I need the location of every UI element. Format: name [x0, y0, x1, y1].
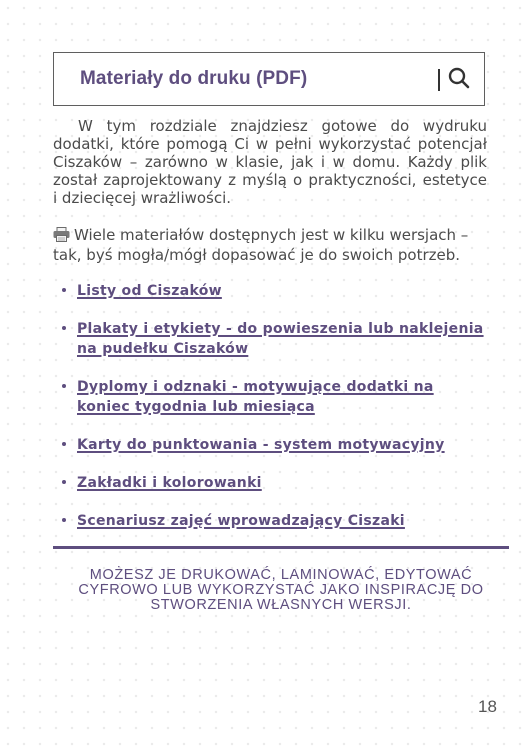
footer-note: MOŻESZ JE DRUKOWAĆ, LAMINOWAĆ, EDYTOWAĆ CYFROWO LUB WYKORZYSTAĆ JAKO INSPIRACJĘ DO STWORZENIA WŁASNYCH WERSJI.	[78, 567, 484, 613]
link-plakaty-i-etykiety[interactable]: Plakaty i etykiety - do powieszenia lub naklejenia na pudełku Ciszaków	[77, 321, 484, 357]
page-number: 18	[478, 697, 497, 716]
link-scenariusz-zajec[interactable]: Scenariusz zajęć wprowadzający Ciszaki	[77, 513, 405, 529]
page-title: Materiały do druku (PDF)	[80, 68, 308, 89]
section-divider	[53, 546, 509, 549]
list-item	[60, 376, 490, 416]
versions-note	[53, 226, 487, 264]
printer-icon	[53, 227, 70, 246]
link-karty-do-punktowania[interactable]: Karty do punktowania - system motywacyjny	[77, 437, 445, 453]
list-item	[60, 472, 490, 492]
list-item	[60, 434, 490, 454]
intro-paragraph: W tym rozdziale znajdziesz gotowe do wydruku dodatki, które pomogą Ci w pełni wykorzystać potencjał Ciszaków – zarówno w klasie, jak i w domu. Każdy plik został zaprojektowany z myślą o praktyczności, estetyce i dziecięcej wrażliwości.	[53, 117, 487, 207]
materials-list	[60, 280, 490, 548]
divider-bar	[438, 69, 440, 91]
list-item	[60, 318, 490, 358]
search-icon[interactable]	[448, 67, 470, 93]
header-icons	[438, 67, 470, 93]
list-item	[60, 510, 490, 530]
versions-note-text: Wiele materiałów dostępnych jest w kilku wersjach – tak, byś mogła/mógł dopasować je do swoich potrzeb.	[53, 226, 469, 264]
link-dyplomy-i-odznaki[interactable]: Dyplomy i odznaki - motywujące dodatki na koniec tygodnia lub miesiąca	[77, 379, 434, 415]
section-header	[53, 52, 485, 106]
link-zakladki-i-kolorowanki[interactable]: Zakładki i kolorowanki	[77, 475, 262, 491]
list-item	[60, 280, 490, 300]
link-listy-od-ciszakow[interactable]: Listy od Ciszaków	[77, 283, 222, 299]
